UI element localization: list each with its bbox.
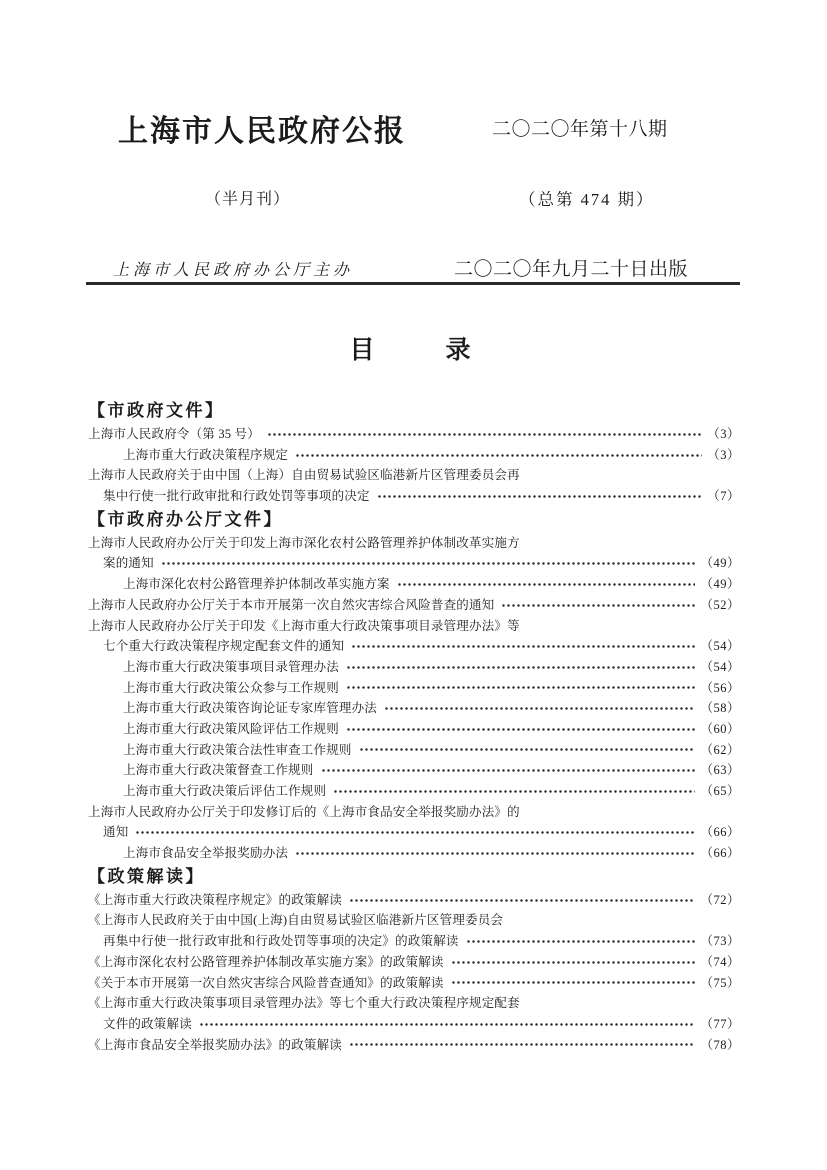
toc-entry bbox=[88, 698, 740, 719]
dot-leader bbox=[295, 847, 695, 860]
toc-page-number: （73） bbox=[700, 934, 740, 949]
toc-entry bbox=[88, 636, 740, 657]
dot-leader bbox=[349, 894, 695, 907]
dot-leader bbox=[501, 599, 695, 612]
toc-entry bbox=[88, 465, 740, 486]
toc-entry bbox=[88, 740, 740, 761]
toc-entry bbox=[88, 910, 740, 931]
toc-entry-title: 上海市重大行政决策督查工作规则 bbox=[123, 763, 314, 778]
toc-entry-title: 上海市重大行政决策程序规定 bbox=[123, 447, 289, 462]
toc-page-number: （54） bbox=[700, 639, 740, 654]
table-of-contents bbox=[88, 398, 740, 1055]
toc-page-number: （74） bbox=[700, 954, 740, 969]
toc-entry bbox=[88, 781, 740, 802]
toc-entry bbox=[88, 952, 740, 973]
toc-entry-title: 上海市重大行政决策后评估工作规则 bbox=[123, 784, 327, 798]
toc-entry-title: 《上海市人民政府关于由中国(上海)自由贸易试验区临港新片区管理委员会 bbox=[88, 913, 504, 928]
toc-entry-title: 《上海市深化农村公路管理养护体制改革实施方案》的政策解读 bbox=[88, 954, 444, 969]
toc-entry bbox=[88, 843, 740, 864]
toc-entry bbox=[88, 486, 740, 507]
toc-page-number: （66） bbox=[700, 846, 740, 861]
toc-entry-title: 七个重大行政决策程序规定配套文件的通知 bbox=[103, 639, 345, 654]
dot-leader bbox=[346, 681, 696, 694]
toc-page-number: （78） bbox=[700, 1037, 740, 1052]
toc-entry bbox=[88, 931, 740, 952]
toc-page-number: （49） bbox=[700, 556, 740, 571]
toc-entry-title: 上海市食品安全举报奖励办法 bbox=[123, 846, 289, 861]
toc-entry-title: 上海市人民政府办公厅关于印发《上海市重大行政决策事项目录管理办法》等 bbox=[88, 618, 520, 633]
publish-date: 二〇二〇年九月二十日出版 bbox=[454, 259, 689, 280]
toc-entry bbox=[88, 802, 740, 823]
toc-entry-title: 通知 bbox=[103, 825, 129, 840]
issue-number: 二〇二〇年第十八期 bbox=[492, 119, 668, 140]
toc-page-number: （3） bbox=[707, 447, 740, 462]
cumulative-issue-number: （总第 474 期） bbox=[519, 190, 655, 209]
toc-entry-title: 集中行使一批行政审批和行政处罚等事项的决定 bbox=[103, 489, 370, 504]
toc-page-number: （49） bbox=[700, 577, 740, 592]
publisher-line: 上海市人民政府办公厅主办 bbox=[113, 262, 354, 279]
dot-leader bbox=[346, 723, 696, 736]
toc-entry-title: 再集中行使一批行政审批和行政处罚等事项的决定》的政策解读 bbox=[103, 934, 459, 949]
toc-page-number: （75） bbox=[700, 975, 740, 990]
dot-leader bbox=[199, 1018, 696, 1031]
dot-leader bbox=[359, 743, 696, 756]
toc-page-number: （7） bbox=[707, 489, 740, 504]
toc-section-header: 【市政府文件】 bbox=[88, 401, 225, 420]
toc-page-number: （63） bbox=[700, 763, 740, 778]
dot-leader bbox=[397, 578, 696, 591]
toc-page-number: （62） bbox=[700, 742, 740, 757]
toc-entry-title: 文件的政策解读 bbox=[103, 1016, 192, 1031]
toc-entry bbox=[88, 445, 740, 466]
toc-page-number: （3） bbox=[707, 427, 740, 441]
gazette-title: 上海市人民政府公报 bbox=[118, 115, 406, 148]
toc-entry-title: 上海市重大行政决策合法性审查工作规则 bbox=[123, 742, 352, 757]
toc-section-header: 【市政府办公厅文件】 bbox=[88, 509, 283, 529]
toc-page-number: （77） bbox=[700, 1016, 740, 1031]
toc-entry bbox=[88, 890, 740, 911]
toc-entry-title: 上海市重大行政决策风险评估工作规则 bbox=[123, 721, 339, 736]
toc-entry-title: 上海市人民政府令（第 35 号） bbox=[88, 427, 260, 441]
toc-page-number: （52） bbox=[700, 597, 740, 612]
toc-entry bbox=[88, 993, 740, 1014]
toc-page-number: （65） bbox=[700, 784, 740, 798]
dot-leader bbox=[135, 826, 695, 839]
toc-entry bbox=[88, 1035, 740, 1056]
toc-entry-title: 上海市人民政府办公厅关于印发上海市深化农村公路管理养护体制改革实施方 bbox=[88, 535, 520, 550]
toc-entry bbox=[88, 533, 740, 554]
toc-entry-title: 上海市深化农村公路管理养护体制改革实施方案 bbox=[123, 577, 390, 592]
dot-leader bbox=[333, 785, 695, 798]
toc-page-number: （54） bbox=[700, 659, 740, 674]
toc-entry bbox=[88, 553, 740, 574]
dot-leader bbox=[267, 428, 702, 441]
periodicity-label: （半月刊） bbox=[205, 191, 291, 208]
toc-entry-title: 《上海市食品安全举报奖励办法》的政策解读 bbox=[88, 1037, 343, 1052]
toc-entry bbox=[88, 657, 740, 678]
dot-leader bbox=[295, 449, 702, 462]
toc-entry bbox=[88, 424, 740, 445]
dot-leader bbox=[349, 1038, 695, 1051]
toc-page-number: （58） bbox=[700, 701, 740, 716]
dot-leader bbox=[466, 935, 696, 948]
toc-entry bbox=[88, 1014, 740, 1035]
toc-heading: 目 录 bbox=[349, 337, 478, 364]
dot-leader bbox=[451, 976, 696, 989]
toc-entry-title: 上海市重大行政决策事项目录管理办法 bbox=[123, 659, 339, 674]
toc-entry bbox=[88, 574, 740, 595]
toc-entry-title: 上海市重大行政决策咨询论证专家库管理办法 bbox=[123, 701, 378, 716]
header-divider bbox=[86, 282, 740, 285]
dot-leader bbox=[377, 490, 703, 503]
toc-entry bbox=[88, 678, 740, 699]
toc-page-number: （72） bbox=[700, 892, 740, 907]
toc-page-number: （60） bbox=[700, 721, 740, 736]
toc-entry bbox=[88, 822, 740, 843]
dot-leader bbox=[321, 764, 696, 777]
dot-leader bbox=[346, 661, 696, 674]
toc-entry-title: 《关于本市开展第一次自然灾害综合风险普查通知》的政策解读 bbox=[88, 975, 444, 990]
toc-page-number: （56） bbox=[700, 680, 740, 695]
toc-entry bbox=[88, 719, 740, 740]
dot-leader bbox=[451, 956, 696, 969]
dot-leader bbox=[161, 557, 696, 570]
toc-entry-title: 《上海市重大行政决策事项目录管理办法》等七个重大行政决策程序规定配套 bbox=[88, 996, 520, 1011]
toc-section-header: 【政策解读】 bbox=[88, 866, 205, 886]
toc-entry-title: 上海市人民政府办公厅关于印发修订后的《上海市食品安全举报奖励办法》的 bbox=[88, 804, 520, 819]
toc-entry bbox=[88, 973, 740, 994]
toc-entry bbox=[88, 616, 740, 637]
dot-leader bbox=[384, 702, 695, 715]
toc-entry bbox=[88, 595, 740, 616]
dot-leader bbox=[351, 640, 695, 653]
toc-entry bbox=[88, 760, 740, 781]
toc-entry-title: 案的通知 bbox=[103, 556, 154, 571]
toc-page-number: （66） bbox=[700, 825, 740, 840]
toc-entry-title: 上海市人民政府办公厅关于本市开展第一次自然灾害综合风险普查的通知 bbox=[88, 597, 495, 612]
toc-entry-title: 上海市重大行政决策公众参与工作规则 bbox=[123, 680, 339, 695]
toc-entry-title: 上海市人民政府关于由中国（上海）自由贸易试验区临港新片区管理委员会再 bbox=[88, 468, 520, 483]
toc-entry-title: 《上海市重大行政决策程序规定》的政策解读 bbox=[88, 892, 343, 907]
